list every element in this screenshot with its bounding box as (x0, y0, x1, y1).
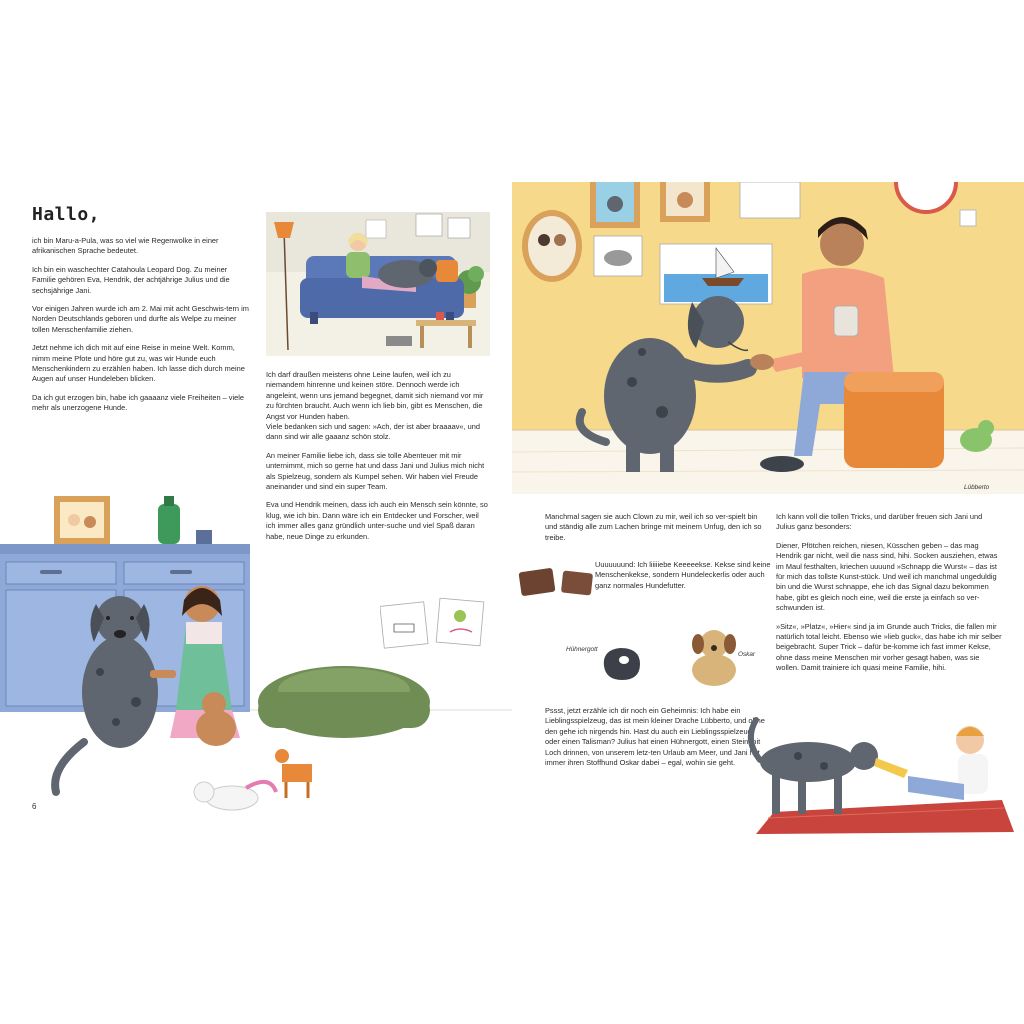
paragraph: Ich bin ein waschechter Catahoula Leopard Dog. Zu meiner Familie gehören Eva, Hendrik, der achtjährige Julius und die sechsjährige Jani. (32, 264, 230, 295)
right-text-column-1-top (545, 512, 767, 551)
sock-tug-illustration (738, 700, 1024, 840)
right-text-column-2 (776, 512, 1002, 682)
paw-trick-illustration (512, 182, 1024, 494)
living-room-illustration (266, 212, 490, 356)
paragraph: Ich kann voll die tollen Tricks, und darüber freuen sich Jani und Julius ganz besonders: (776, 512, 983, 532)
left-text-column-1 (32, 236, 250, 422)
page-number: 6 (32, 802, 37, 811)
caption-oskar: Oskar (738, 651, 756, 658)
paragraph: Viele bedanken sich und sagen: »Ach, der ist aber braaaav«, und dann sind wir alle gaaanz schön stolz. (266, 422, 480, 442)
paragraph: Eva und Hendrik meinen, dass ich auch ein Mensch sein könnte, so klug, wie ich bin. Dann wäre ich ein Entdecker und Forscher, weil ich immer alles ganz gründlich unter-suche und viel Spaß daran habe, neue Dinge zu erkunden. (266, 500, 488, 541)
paragraph: Uuuuuuund: Ich liiiiiebe Keeeeekse. Kekse sind keine Menschenkekse, sondern Hundeleckerlis oder auch ganz normales Hundefutter. (595, 560, 771, 590)
grooming-scene-illustration (0, 492, 512, 832)
paragraph: Da ich gut erzogen bin, habe ich gaaaanz viele Freiheiten – viele mehr als unerzogene Hunde. (32, 392, 245, 413)
paragraph: »Sitz«, »Platz«, »Hier« sind ja im Grunde auch Tricks, die fallen mir natürlich total leicht. Ebenso wie »lieb guck«, das habe ich mir selber beigebracht. Super Trick – dafür be-komme ich fast immer Kekse, ohne dass meine Menschen mir vorher gesagt haben, was sie wollen. Damit trainiere ich quasi meine Familie, hihi. (776, 621, 1002, 673)
paragraph: An meiner Familie liebe ich, dass sie tolle Abenteuer mit mir unternimmt, mich so gerne hat und dass Jani und Julius mich nicht als Spielzeug, sondern als Kumpel sehen. Wir haben viel Freude aneinander und sind ein super Team. (266, 450, 485, 492)
right-text-cookies (595, 560, 773, 599)
paragraph: Pssst, jetzt erzähle ich dir noch ein Geheimnis: Ich habe ein Lieblingsspielzeug, das ist mein kleiner Drache Lübberto, und ohne den gehe ich nirgends hin. Hast du auch ein Lieblingsspielzeug oder einen Talisman? Julius hat einen Hühnergott, einen Stein mit Loch drinnen, von unserem letz-ten Urlaub am Meer, und Jani hat immer ihren Stoffhund Oskar dabei – egal, wohin sie geht. (545, 706, 765, 768)
right-text-column-1-bottom (545, 706, 767, 776)
hanging-drawings (380, 596, 486, 654)
caption-luebberto: Lübberto (964, 484, 990, 491)
paragraph: Jetzt nehme ich dich mit auf eine Reise in meine Welt. Komm, nimm meine Pfote und höre gut zu, was wir Hunde euch Menschenkindern zu erzählen haben. Ich lasse dich durch meine Augen auf unser Hundeleben blicken. (32, 343, 245, 384)
paragraph: Vor einigen Jahren wurde ich am 2. Mai mit acht Geschwis-tern im Norden Deutschlands geboren und durfte als Welpe zu meiner tollen Menschenfamilie ziehen. (32, 304, 249, 334)
right-page (512, 0, 1024, 1024)
paragraph: ich bin Maru-a-Pula, was so viel wie Regenwolke in einer afrikanischen Sprache bedeutet. (32, 236, 219, 256)
paragraph: Manchmal sagen sie auch Clown zu mir, weil ich so ver-spielt bin und ständig alle zum Lachen bringe mit meinem Unfug, den ich so treibe. (545, 512, 762, 542)
oskar-plush-illustration (684, 624, 744, 688)
greeting-heading: Hallo, (32, 204, 101, 225)
paragraph: Diener, Pfötchen reichen, niesen, Küsschen geben – das mag Hendrik gar nicht, weil die nass sind, hihi. Socken ausziehen, etwas im Maul festhalten, kriechen uuuund »Schnapp die Wurst« – das ist für mich das tollste Kunst-stück. Und weil ich manchmal ungeduldig bin und die Wurst schnappe, ehe ich das Signal dazu bekommen habe, gibt es gleich noch eine, weil die erste ja einfach so ver-schwunden ist. (776, 540, 998, 613)
paragraph: Ich darf draußen meistens ohne Leine laufen, weil ich zu niemandem hinrenne und keinen störe. Dennoch werde ich angeleint, wenn uns jemand begegnet, damit sich niemand vor mir zu fürchten braucht. Auch wenn ich lieb bin, gibt es Menschen, die Angst vor Hunden haben. (266, 370, 484, 421)
cookies-illustration (518, 564, 602, 598)
caption-huehnergott: Hühnergott (566, 646, 598, 653)
stone-with-hole-illustration (598, 644, 644, 684)
